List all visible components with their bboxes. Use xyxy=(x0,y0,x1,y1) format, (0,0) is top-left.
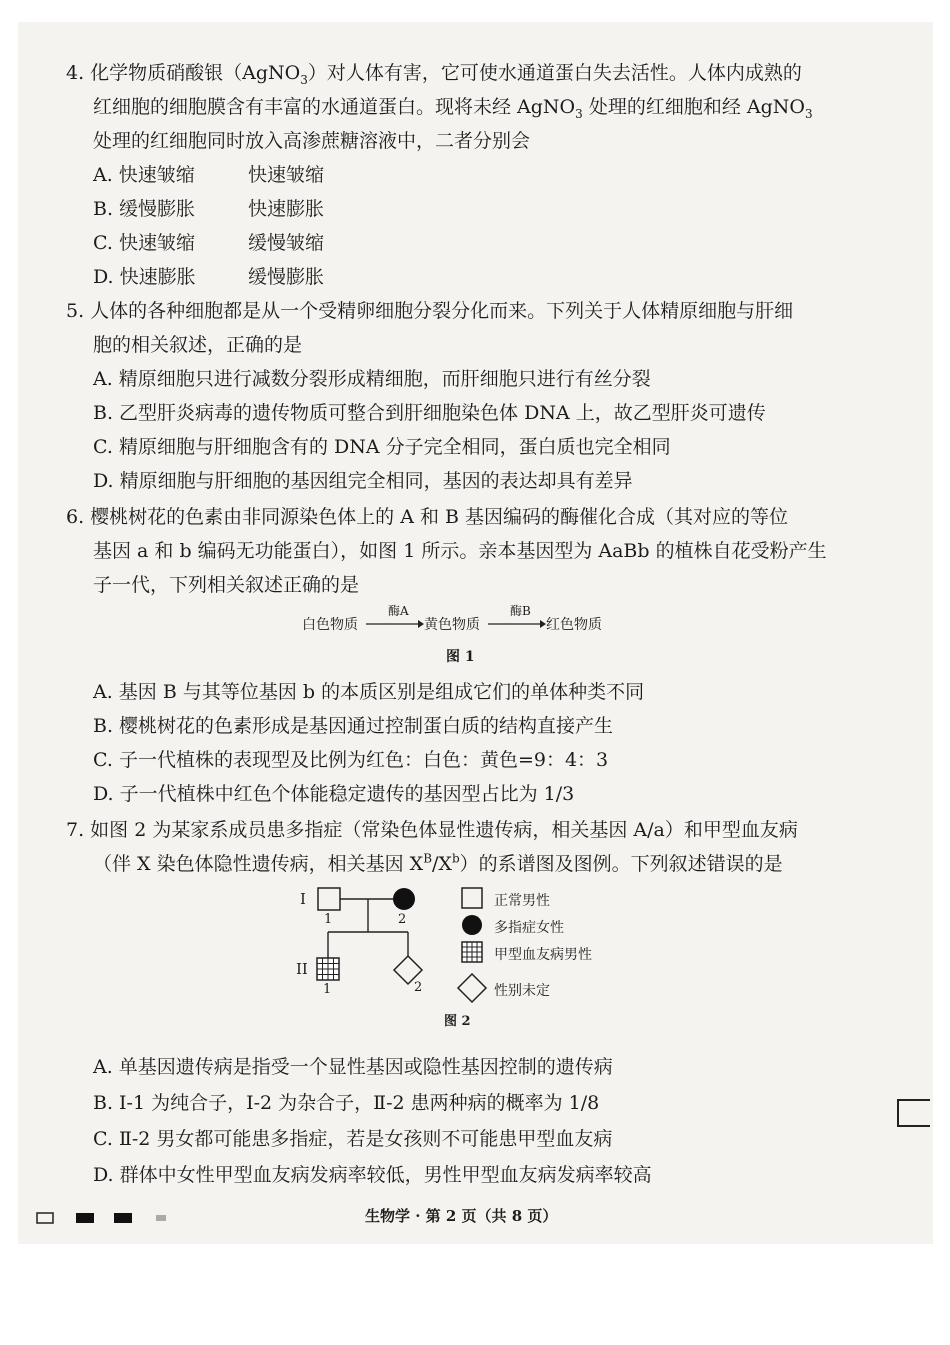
q7-option-c: C. Ⅱ-2 男女都可能患多指症，若是女孩则不可能患甲型血友病 xyxy=(93,1128,613,1150)
q5-line2: 胞的相关叙述，正确的是 xyxy=(93,334,303,356)
legend-unknown-sex: 性别未定 xyxy=(494,983,550,999)
q5-option-c: C. 精原细胞与肝细胞含有的 DNA 分子完全相同，蛋白质也完全相同 xyxy=(93,436,671,458)
legend-square-icon xyxy=(462,888,482,908)
generation-ii-label: II xyxy=(296,960,308,978)
figure-1-pathway xyxy=(300,604,630,664)
arrow-icon xyxy=(486,618,546,630)
legend-hemophilia-male: 甲型血友病男性 xyxy=(494,947,592,963)
q6-option-d: D. 子一代植株中红色个体能稳定遗传的基因型占比为 1/3 xyxy=(93,783,575,805)
q6-line3: 子一代，下列相关叙述正确的是 xyxy=(93,574,360,596)
q6-option-c: C. 子一代植株的表现型及比例为红色：白色：黄色=9：4：3 xyxy=(93,749,609,771)
legend-diamond-icon xyxy=(458,974,486,1002)
q6-option-b: B. 樱桃树花的色素形成是基因通过控制蛋白质的结构直接产生 xyxy=(93,715,614,737)
q4-line1: 4. 化学物质硝酸银（AgNO$_3$）对人体有害，它可使水通道蛋白失去活性。人体内成熟的 xyxy=(66,62,802,87)
q4-option-a: A. 快速皱缩 xyxy=(93,164,195,186)
q5-line1: 5. 人体的各种细胞都是从一个受精卵细胞分裂分化而来。下列关于人体精原细胞与肝细 xyxy=(66,300,794,322)
footer-registration-marks xyxy=(36,1210,176,1224)
q5-option-b: B. 乙型肝炎病毒的遗传物质可整合到肝细胞染色体 DNA 上，故乙型肝炎可遗传 xyxy=(93,402,766,424)
q4-option-b: B. 缓慢膨胀 xyxy=(93,198,196,220)
yellow-substance-label: 黄色物质 xyxy=(424,617,480,633)
q7-line2: （伴 X 染色体隐性遗传病，相关基因 $X^B/X^b$）的系谱图及图例。下列叙述错误的是 xyxy=(93,851,783,875)
q4-option-a-second: 快速皱缩 xyxy=(248,164,325,186)
figure-1-caption: 图 1 xyxy=(446,649,475,665)
q6-line1: 6. 樱桃树花的色素由非同源染色体上的 A 和 B 基因编码的酶催化合成（其对应的等位 xyxy=(66,506,789,528)
q7-option-d: D. 群体中女性甲型血友病发病率较低，男性甲型血友病发病率较高 xyxy=(93,1164,652,1186)
page-footer: 生物学 · 第 2 页（共 8 页） xyxy=(365,1207,558,1225)
pedigree-i1-number: 1 xyxy=(324,912,333,927)
q4-option-c-second: 缓慢皱缩 xyxy=(248,232,325,254)
q7-option-b: B. Ⅰ-1 为纯合子，Ⅰ-2 为杂合子，Ⅱ-2 患两种病的概率为 1/8 xyxy=(93,1092,600,1114)
generation-i-label: I xyxy=(300,890,306,908)
figure-2-pedigree xyxy=(290,880,630,1030)
q4-option-d-second: 缓慢膨胀 xyxy=(248,266,325,288)
q5-option-a: A. 精原细胞只进行减数分裂形成精细胞，而肝细胞只进行有丝分裂 xyxy=(93,368,651,390)
pedigree-i2-polydactyly-female xyxy=(393,888,415,910)
q4-option-d: D. 快速膨胀 xyxy=(93,266,196,288)
q4-line3: 处理的红细胞同时放入高渗蔗糖溶液中，二者分别会 xyxy=(93,130,531,152)
enzyme-b-label: 酶B xyxy=(510,604,531,618)
pedigree-ii2-number: 2 xyxy=(414,980,423,995)
legend-filled-circle-icon xyxy=(462,915,482,935)
q5-option-d: D. 精原细胞与肝细胞的基因组完全相同，基因的表达却具有差异 xyxy=(93,470,633,492)
q7-line1: 7. 如图 2 为某家系成员患多指症（常染色体显性遗传病，相关基因 A/a）和甲型血友病 xyxy=(66,819,798,841)
legend-polydactyly-female: 多指症女性 xyxy=(494,920,564,936)
figure-2-caption: 图 2 xyxy=(444,1014,471,1029)
arrow-icon xyxy=(364,618,424,630)
pedigree-ii1-number: 1 xyxy=(323,982,332,997)
q4-option-b-second: 快速膨胀 xyxy=(248,198,325,220)
q6-option-a: A. 基因 B 与其等位基因 b 的本质区别是组成它们的单体种类不同 xyxy=(93,681,645,703)
legend-normal-male: 正常男性 xyxy=(494,893,550,909)
q4-line2: 红细胞的细胞膜含有丰富的水通道蛋白。现将未经 AgNO$_3$ 处理的红细胞和经 AgNO$_3$ xyxy=(93,96,813,121)
bracket-mark xyxy=(894,1098,932,1128)
q7-option-a: A. 单基因遗传病是指受一个显性基因或隐性基因控制的遗传病 xyxy=(93,1056,613,1078)
q6-line2: 基因 a 和 b 编码无功能蛋白），如图 1 所示。亲本基因型为 AaBb 的植株自花受粉产生 xyxy=(93,540,827,562)
pedigree-i2-number: 2 xyxy=(398,912,407,927)
q4-option-c: C. 快速皱缩 xyxy=(93,232,195,254)
white-substance-label: 白色物质 xyxy=(302,617,358,633)
red-substance-label: 红色物质 xyxy=(546,617,602,633)
enzyme-a-label: 酶A xyxy=(388,604,409,618)
pedigree-i1-normal-male xyxy=(318,888,340,910)
